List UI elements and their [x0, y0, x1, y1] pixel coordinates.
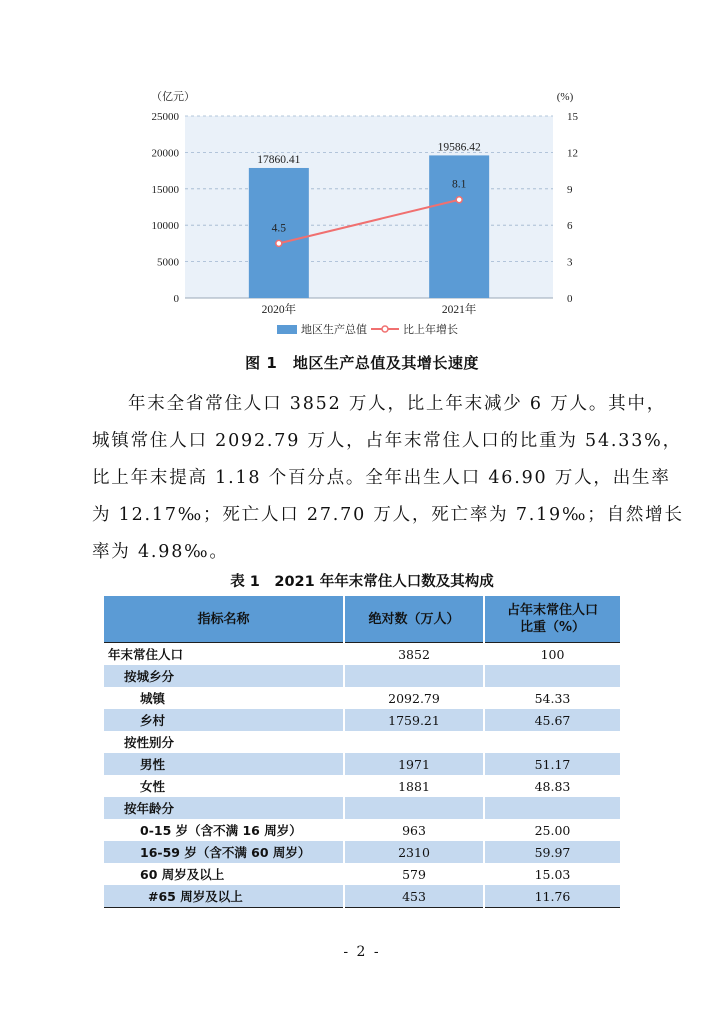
table-row: [104, 819, 620, 841]
growth-point-2: [456, 197, 462, 203]
growth-point-1: [276, 240, 282, 246]
row-value: 1881: [344, 775, 484, 797]
right-tick-label: 6: [567, 220, 573, 233]
header-share: 占年末常住人口 比重（%）: [484, 596, 620, 643]
table-row: [104, 753, 620, 775]
x-tick-label: 2021年: [441, 304, 477, 316]
row-share: 45.67: [484, 709, 620, 731]
left-tick-label: 5000: [157, 256, 179, 269]
right-unit-label: (%): [556, 91, 574, 103]
plot-area: [185, 116, 553, 298]
row-label: 年末常住人口: [108, 647, 184, 662]
row-value: [344, 797, 484, 819]
paragraph-line: 为 12.17‰；死亡人口 27.70 万人，死亡率为 7.19‰；自然增长: [92, 505, 684, 525]
row-value: 963: [344, 819, 484, 841]
gdp-chart-svg: [135, 88, 605, 348]
table-row: [104, 731, 620, 753]
row-label: 0-15 岁（含不满 16 周岁）: [140, 823, 302, 838]
row-label: 按性别分: [124, 735, 175, 750]
table-row: [104, 885, 620, 908]
figure-caption: 图 1 地区生产总值及其增长速度: [245, 354, 479, 372]
row-share: 48.83: [484, 775, 620, 797]
legend-line-label: 比上年增长: [403, 324, 458, 336]
growth-data-label: 8.1: [451, 178, 467, 191]
row-share: 51.17: [484, 753, 620, 775]
table-row: [104, 665, 620, 687]
right-tick-label: 12: [567, 147, 578, 160]
row-value: 1759.21: [344, 709, 484, 731]
table-caption: 表 1 2021 年年末常住人口数及其构成: [230, 574, 494, 590]
table-row: [104, 775, 620, 797]
row-share: 25.00: [484, 819, 620, 841]
legend-line-marker: [382, 326, 388, 332]
row-value: 1971: [344, 753, 484, 775]
row-share: 59.97: [484, 841, 620, 863]
table-row: [104, 863, 620, 885]
table-row: [104, 643, 620, 666]
left-tick-label: 15000: [151, 183, 179, 196]
table-row: [104, 841, 620, 863]
left-unit-label: （亿元）: [151, 91, 195, 103]
row-share: [484, 665, 620, 687]
bar-data-label: 17860.41: [257, 153, 301, 166]
row-value: [344, 665, 484, 687]
paragraph-line: 年末全省常住人口 3852 万人，比上年末减少 6 万人。其中，: [128, 394, 667, 414]
row-share: [484, 731, 620, 753]
row-value: [344, 731, 484, 753]
row-label: 60 周岁及以上: [140, 867, 225, 882]
row-label: 城镇: [140, 691, 166, 706]
right-tick-label: 0: [567, 293, 573, 305]
bar-data-label: 19586.42: [437, 141, 481, 154]
paragraph-line: 比上年末提高 1.18 个百分点。全年出生人口 46.90 万人，出生率: [92, 468, 671, 488]
population-paragraph: [92, 386, 684, 571]
bar-2: [429, 155, 489, 298]
row-label: 乡村: [104, 709, 344, 731]
row-label: 女性: [140, 779, 166, 794]
row-label: 男性: [104, 753, 344, 775]
header-indicator: 指标名称: [104, 596, 344, 643]
row-label: 按城乡分: [104, 665, 344, 687]
right-tick-label: 15: [567, 111, 578, 123]
table-row: [104, 687, 620, 709]
paragraph-line: 率为 4.98‰。: [92, 542, 229, 562]
row-value: 3852: [344, 643, 484, 666]
row-value: 2310: [344, 841, 484, 863]
table-row: [104, 709, 620, 731]
left-tick-label: 25000: [151, 111, 179, 123]
row-label: 按年龄分: [104, 797, 344, 819]
left-tick-label: 0: [173, 293, 179, 305]
row-share: 11.76: [484, 885, 620, 908]
row-share: 15.03: [484, 863, 620, 885]
row-share: 54.33: [484, 687, 620, 709]
gdp-chart: [135, 88, 605, 348]
left-tick-label: 20000: [151, 147, 179, 160]
header-absolute: 绝对数（万人）: [344, 596, 484, 643]
growth-data-label: 4.5: [271, 222, 287, 235]
row-label: #65 周岁及以上: [104, 885, 344, 908]
legend-bar-label: 地区生产总值: [301, 324, 367, 336]
page-number: - 2 -: [343, 944, 381, 960]
table-row: [104, 797, 620, 819]
row-share: 100: [484, 643, 620, 666]
row-share: [484, 797, 620, 819]
x-tick-label: 2020年: [261, 304, 297, 316]
left-tick-label: 10000: [151, 220, 179, 233]
population-table: [104, 596, 620, 908]
paragraph-line: 城镇常住人口 2092.79 万人，占年末常住人口的比重为 54.33%，: [92, 431, 682, 451]
row-value: 579: [344, 863, 484, 885]
table-header-row: [104, 596, 620, 643]
row-value: 453: [344, 885, 484, 908]
right-tick-label: 3: [567, 256, 573, 269]
right-tick-label: 9: [567, 183, 573, 196]
row-value: 2092.79: [344, 687, 484, 709]
row-label: 16-59 岁（含不满 60 周岁）: [104, 841, 344, 863]
legend-bar-swatch: [277, 325, 297, 334]
